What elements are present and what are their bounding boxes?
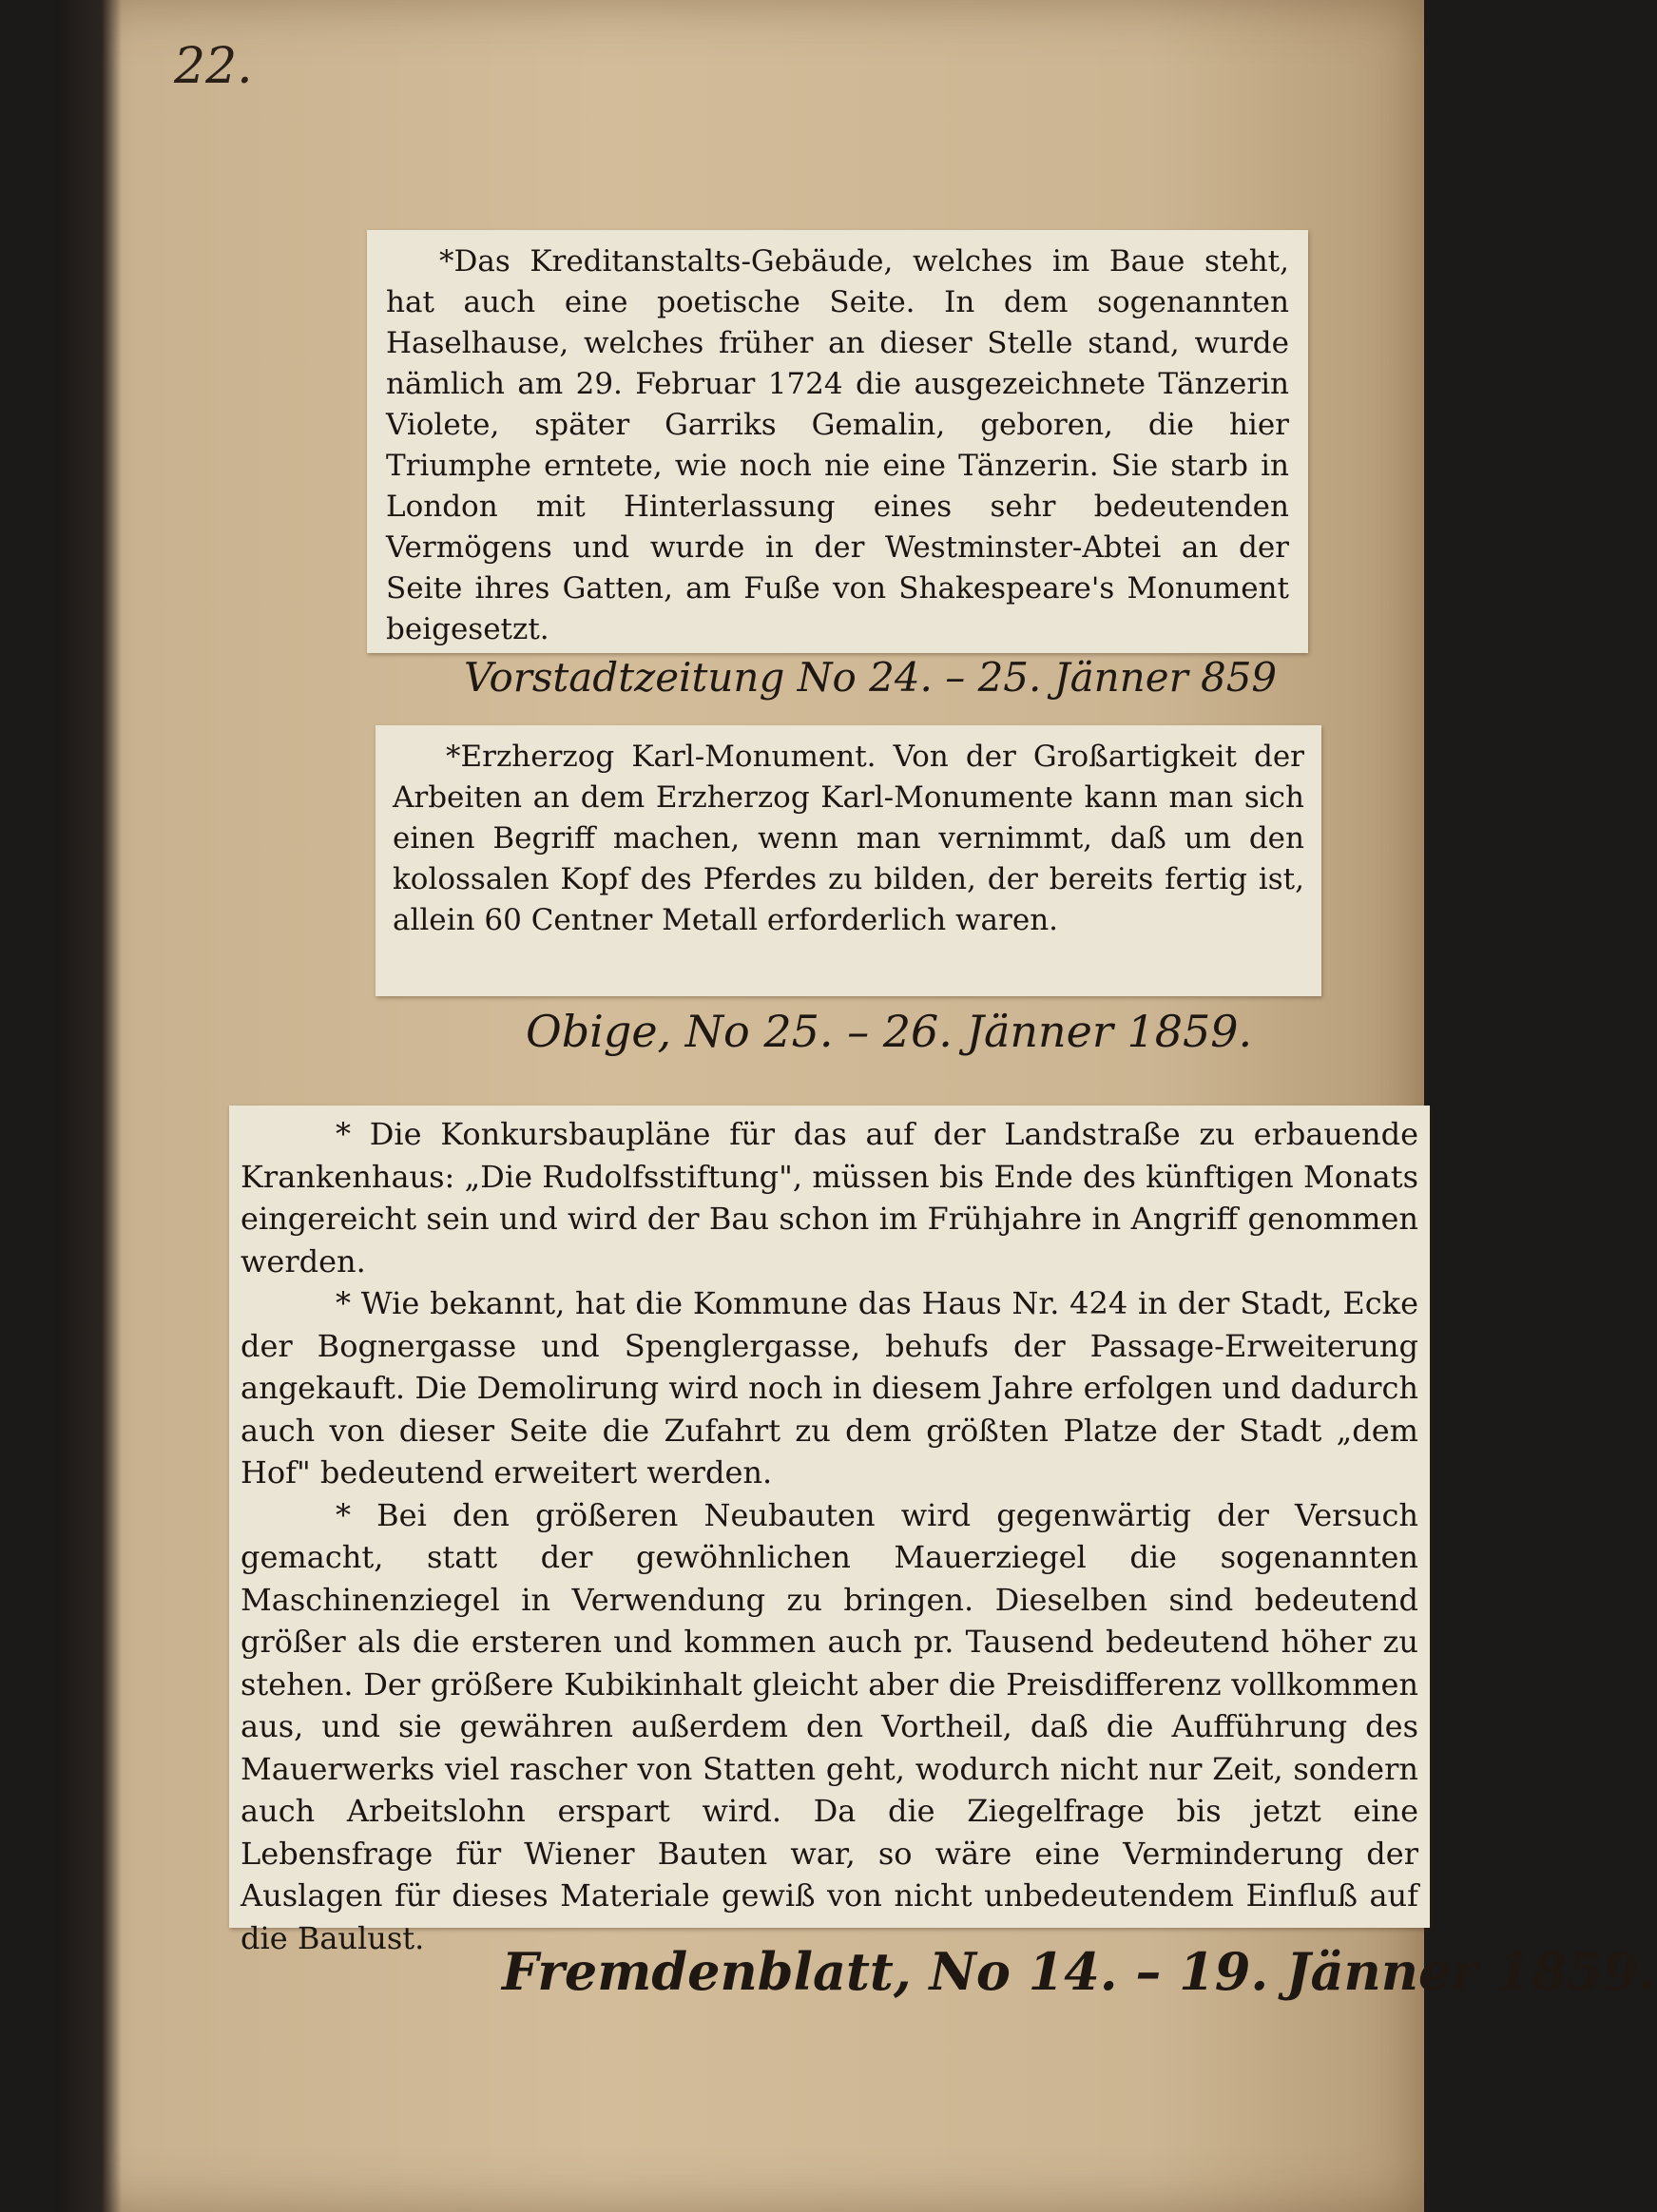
clipping-paragraph: * Bei den größeren Neubauten wird gegenwärtig der Versuch gemacht, statt der gewöhnlichen Mauerziegel die sogenannten Maschinenziegel in Verwendung zu bringen. Dieselben sind bedeutend größer als die ersteren und kommen auch pr. Tausend bedeutend höher zu stehen. Der größere Kubikinhalt gleicht aber die Preisdifferenz vollkommen aus, und sie gewähren außerdem den Vortheil, daß die Aufführung des Mauerwerks viel rascher von Statten geht, wodurch nicht nur Zeit, sondern auch Arbeitslohn erspart wird. Da die Ziegelfrage bis jetzt eine Lebensfrage für Wiener Bauten war, so wäre eine Verminderung der Auslagen für dieses Materiale gewiß von nicht unbedeutendem Einfluß auf die Baulust. (241, 1496, 1418, 1956)
scrapbook-page (55, 0, 1657, 2212)
page-number: 22. (174, 38, 253, 95)
handwritten-source-note: Obige, No 25. – 26. Jänner 1859. (526, 1006, 1253, 1057)
newspaper-clipping-kreditanstalt (367, 230, 1308, 653)
book-spine (55, 0, 122, 2212)
clipping-paragraph: * Wie bekannt, hat die Kommune das Haus Nr. 424 in der Stadt, Ecke der Bognergasse und Spenglergasse, behufs der Passage-Erweiterung angekauft. Die Demolirung wird noch in diesem Jahre erfolgen und dadurch auch von dieser Seite die Zufahrt zu dem größten Platze der Stadt „dem Hof" bedeutend erweitert werden. (241, 1285, 1418, 1491)
handwritten-source-note: Fremdenblatt, No 14. – 19. Jänner 1859. (502, 1941, 1657, 2002)
newspaper-clipping-bauten (229, 1106, 1430, 1956)
clipping-text: *Erzherzog Karl-Monument. Von der Großartigkeit der Arbeiten an dem Erzherzog Karl-Monumente kann man sich einen Begriff machen, wenn man vernimmt, daß um den kolossalen Kopf des Pferdes zu bilden, der bereits fertig ist, allein 60 Centner Metall erforderlich waren. (393, 740, 1304, 937)
clipping-paragraph: * Die Konkursbaupläne für das auf der Landstraße zu erbauende Krankenhaus: „Die Rudolfsstiftung", müssen bis Ende des künftigen Monats eingereicht sein und wird der Bau schon im Frühjahre in Angriff genommen werden. (241, 1116, 1418, 1279)
clipping-text: *Das Kreditanstalts-Gebäude, welches im Baue steht, hat auch eine poetische Seite. In dem sogenannten Haselhause, welches früher an dieser Stelle stand, wurde nämlich am 29. Februar 1724 die ausgezeichnete Tänzerin Violete, später Garriks Gemalin, geboren, die hier Triumphe erntete, wie noch nie eine Tänzerin. Sie starb in London mit Hinterlassung eines sehr bedeutenden Vermögens und wurde in der Westminster-Abtei an der Seite ihres Gatten, am Fuße von Shakespeare's Monument beigesetzt. (386, 244, 1289, 646)
handwritten-source-note: Vorstadtzeitung No 24. – 25. Jänner 859 (464, 654, 1278, 701)
newspaper-clipping-erzherzog-karl (376, 725, 1321, 996)
